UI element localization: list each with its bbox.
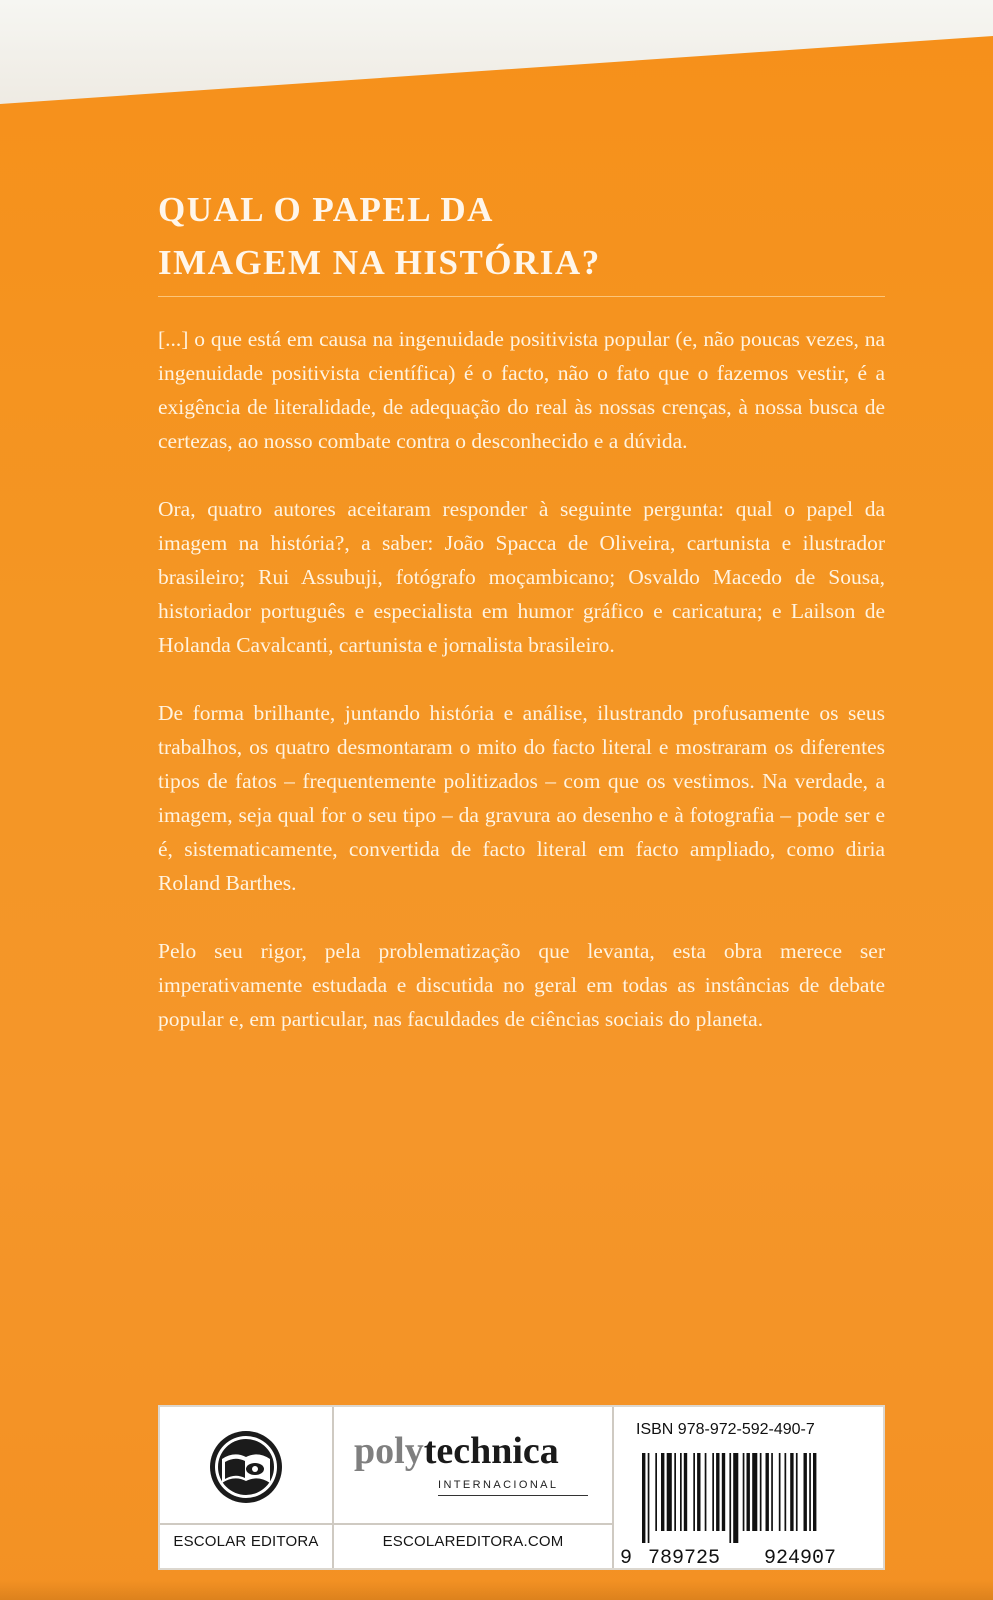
barcode xyxy=(614,1449,883,1569)
blurb-text xyxy=(158,322,885,1036)
title-divider xyxy=(158,296,885,297)
cell-divider xyxy=(160,1523,332,1525)
barcode-bar xyxy=(813,1453,816,1531)
title-line-2: IMAGEM NA HISTÓRIA? xyxy=(158,243,601,282)
barcode-bar xyxy=(747,1453,750,1531)
publisher-info-bar xyxy=(158,1405,885,1570)
logo-underline xyxy=(438,1495,588,1496)
barcode-bar xyxy=(760,1453,762,1531)
barcode-bar xyxy=(712,1453,714,1531)
blurb-paragraph-1: [...] o que está em causa na ingenuidade positivista popular (e, não poucas vezes, na ingenuidade positivista científica) é o facto, não o fato que o fazemos vestir, é a exigência de literalidade, de adequação do real às nossas crenças, à nossa busca de certezas, ao nosso combate contra o desconhecido e a dúvida. xyxy=(158,327,885,453)
barcode-bar xyxy=(722,1453,725,1531)
logo-text-technica: technica xyxy=(423,1430,559,1472)
publisher-logo-cell xyxy=(160,1407,334,1568)
blurb-paragraph-4: Pelo seu rigor, pela problematização que levanta, esta obra merece ser imperativamente estudada e discutida no geral em todas as instâncias de debate popular e, em particular, nas faculdades de ciências sociais do planeta. xyxy=(158,939,885,1031)
isbn-number: ISBN 978-972-592-490-7 xyxy=(636,1421,815,1438)
bottom-shadow xyxy=(0,1580,993,1600)
barcode-bar xyxy=(785,1453,787,1531)
cell-divider xyxy=(334,1523,612,1525)
blurb-paragraph-3: De forma brilhante, juntando história e análise, ilustrando profusamente os seus trabalhos, os quatro desmontaram o mito do facto literal e mostraram os diferentes tipos de fatos – frequentemente politizados – com que os vestimos. Na verdade, a imagem, seja qual for o seu tipo – da gravura ao desenho e à fotografia – pode ser e é, sistematicamente, convertida de facto literal em facto ampliado, como diria Roland Barthes. xyxy=(158,701,885,895)
barcode-bar xyxy=(779,1453,781,1531)
barcode-bar xyxy=(642,1453,645,1543)
barcode-bar xyxy=(667,1453,672,1531)
barcode-bar xyxy=(716,1453,719,1531)
barcode-bar xyxy=(752,1453,757,1531)
barcode-bar xyxy=(766,1453,769,1531)
publisher-name: ESCOLAR EDITORA xyxy=(173,1533,319,1550)
barcode-bar xyxy=(729,1453,731,1543)
barcode-bar xyxy=(697,1453,700,1531)
blurb-paragraph-2: Ora, quatro autores aceitaram responder à seguinte pergunta: qual o papel da imagem na história?, a saber: João Spacca de Oliveira, cartunista e ilustrador brasileiro; Rui Assubuji, fotógrafo moçambicano; Osvaldo Macedo de Sousa, historiador português e especialista em humor gráfico e caricatura; e Lailson de Holanda Cavalcanti, cartunista e jornalista brasileiro. xyxy=(158,497,885,657)
barcode-bar xyxy=(684,1453,687,1531)
barcode-bar xyxy=(648,1453,650,1543)
barcode-bar xyxy=(796,1453,798,1531)
barcode-digits-left: 789725 xyxy=(648,1547,721,1569)
title-line-1: QUAL O PAPEL DA xyxy=(158,190,494,229)
barcode-bar xyxy=(693,1453,695,1531)
isbn-cell xyxy=(614,1407,883,1568)
barcode-digit-lead: 9 xyxy=(620,1547,633,1569)
escolar-editora-logo-icon xyxy=(208,1429,284,1505)
barcode-bar xyxy=(705,1453,707,1531)
barcode-bar xyxy=(790,1453,793,1531)
barcode-digits-right: 924907 xyxy=(764,1547,837,1569)
barcode-bar xyxy=(655,1453,657,1531)
barcode-bar xyxy=(674,1453,676,1531)
barcode-bar xyxy=(804,1453,807,1531)
cover-title xyxy=(158,183,878,289)
barcode-bar xyxy=(743,1453,745,1531)
website-url: ESCOLAREDITORA.COM xyxy=(382,1533,564,1550)
barcode-bar xyxy=(733,1453,738,1543)
barcode-bar xyxy=(680,1453,682,1531)
logo-subtitle: INTERNACIONAL xyxy=(438,1479,559,1491)
imprint-logo-cell xyxy=(334,1407,614,1568)
polytechnica-logo xyxy=(354,1431,559,1471)
logo-text-poly: poly xyxy=(354,1430,424,1472)
barcode-bar xyxy=(809,1453,811,1531)
barcode-bar xyxy=(661,1453,664,1531)
barcode-bars xyxy=(642,1453,816,1543)
barcode-bar xyxy=(771,1453,773,1531)
